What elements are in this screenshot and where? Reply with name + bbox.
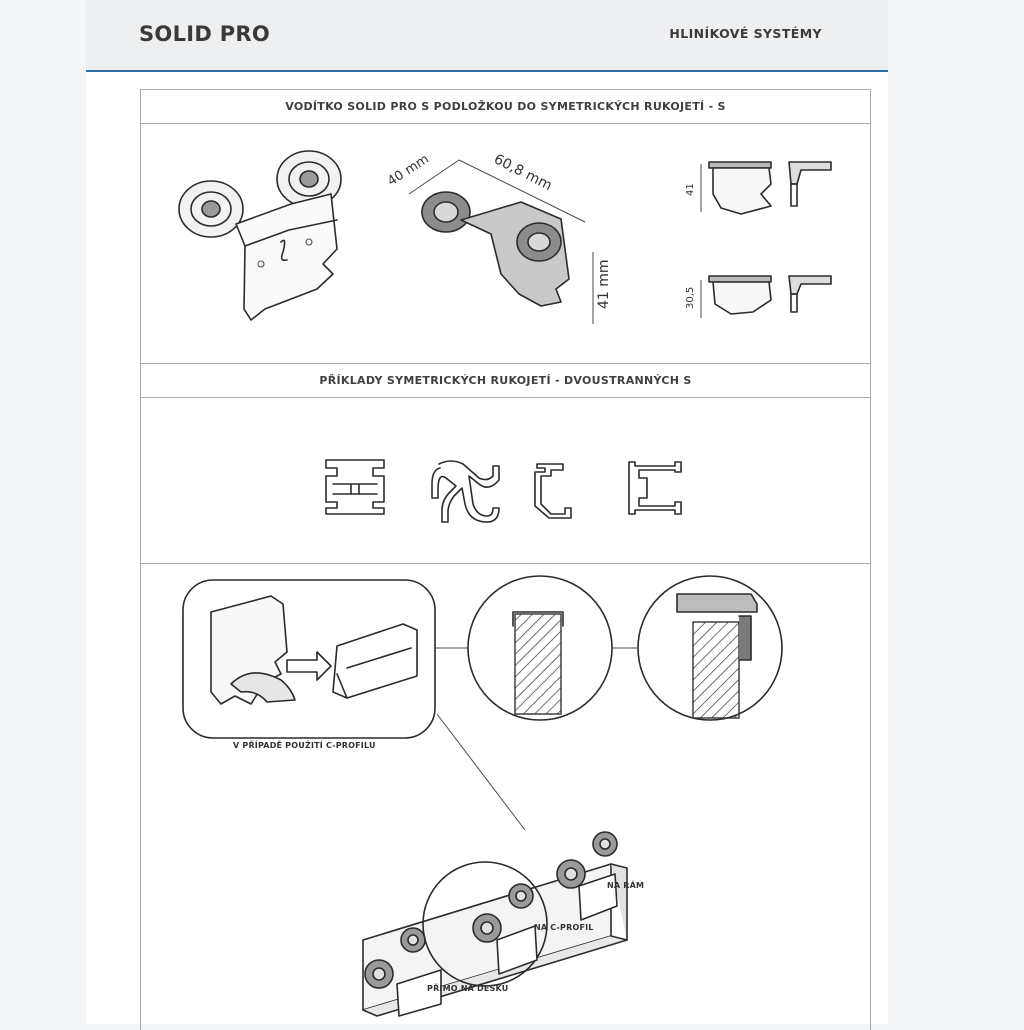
side-dim-top-label: 41 — [685, 183, 696, 196]
panel1-title: VODÍTKO SOLID PRO S PODLOŽKOU DO SYMETRICKÝCH RUKOJETÍ - S — [141, 90, 870, 124]
label-na-c-profil: NA C-PROFIL — [534, 923, 594, 932]
dim-length-label: 60,8 mm — [491, 151, 555, 195]
document-page — [86, 0, 888, 1024]
profile-2-icon — [432, 461, 499, 522]
side-dim-bottom-label: 30,5 — [685, 286, 696, 309]
page-header — [86, 0, 888, 72]
section-label: HLINÍKOVÉ SYSTÉMY — [669, 26, 822, 41]
panel2-title: PŘÍKLADY SYMETRICKÝCH RUKOJETÍ - DVOUSTRANNÝCH S — [141, 364, 870, 398]
profile-1-icon — [326, 460, 384, 514]
brand-title: SOLID PRO — [139, 22, 271, 46]
c-profile-caption: V PŘÍPADĚ POUŽITÍ C-PROFILU — [233, 741, 376, 750]
dim-width-label: 40 mm — [385, 151, 432, 190]
label-na-ram: NA RÁM — [607, 881, 645, 890]
guide-side-views — [685, 162, 831, 318]
installation-drawings — [141, 564, 870, 1030]
profile-3-icon — [535, 464, 571, 518]
guide-drawings — [141, 124, 870, 362]
label-primo-na-desku: PŘÍMO NA DESKU — [427, 984, 509, 993]
dim-height-label: 41 mm — [596, 259, 612, 309]
guide-dimension-illustration — [385, 151, 612, 324]
spec-frame — [140, 89, 871, 1030]
guide-perspective-illustration — [179, 151, 341, 320]
profile-4-icon — [629, 462, 681, 514]
handle-profiles — [141, 398, 870, 563]
